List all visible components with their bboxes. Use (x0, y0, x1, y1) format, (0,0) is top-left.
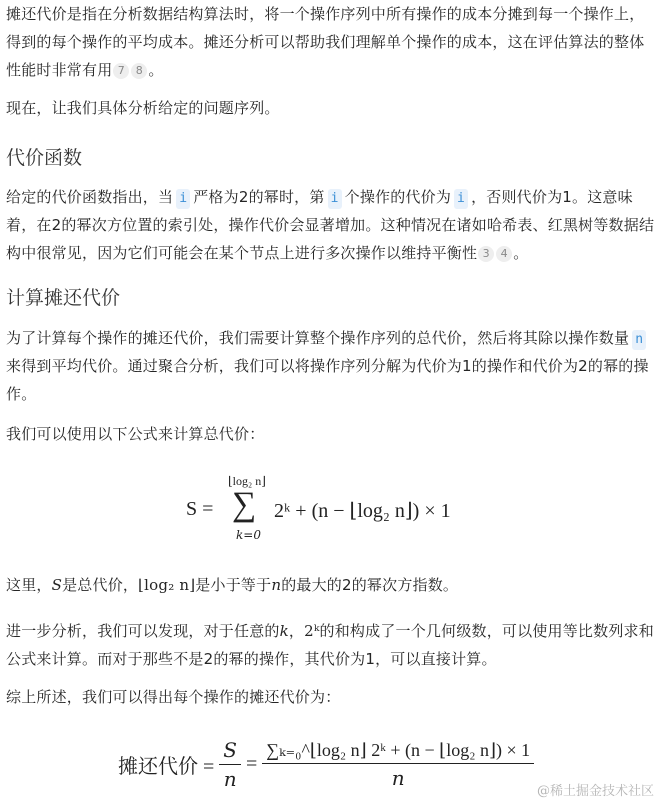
formula-amortized-cost: 摊还代价 = $\frac{S}{n}$ = $\frac{\text{∑ₖ₌₀\textasciicircum{}⌊log₂ n⌋ 2ᵏ + (n − ⌊log₂ n⌋) × 1}}{n}$ (118, 738, 534, 791)
citation-badge[interactable]: 4 (496, 246, 512, 262)
citation-badge[interactable]: 8 (131, 63, 147, 79)
heading-amortized-cost: 计算摊还代价 (6, 287, 121, 309)
formula-total-cost: S = ⌊log₂ n⌋ ∑ k=0 2ᵏ + (n − ⌊log₂ n⌋) × 1 (186, 474, 451, 542)
intro-paragraph: 摊还代价是指在分析数据结构算法时，将一个操作序列中所有操作的成本分摊到每一个操作上，得到的每个操作的平均成本。摊还分析可以帮助我们理解单个操作的成本，这在评估算法的整体性能时非常有用 7 8 。 (6, 5, 645, 79)
citation-badge[interactable]: 3 (478, 246, 494, 262)
paragraph-amortized: 为了计算每个操作的摊还代价，我们需要计算整个操作序列的总代价，然后将其除以操作数量 n来得到平均代价。通过聚合分析，我们可以将操作序列分解为代价为1的操作和代价为2的幂的操作。 (6, 329, 649, 403)
inline-code: n (632, 330, 646, 350)
inline-code: i (176, 189, 190, 209)
inline-code: i (328, 189, 342, 209)
paragraph-now: 现在，让我们具体分析给定的问题序列。 (6, 99, 280, 117)
paragraph-explanation: 这里，S是总代价，⌊log₂ n⌋是小于等于n的最大的2的幂次方指数。 (6, 576, 459, 594)
paragraph-formula-intro: 我们可以使用以下公式来计算总代价： (6, 425, 265, 443)
citation-badge[interactable]: 7 (113, 63, 129, 79)
heading-cost-function: 代价函数 (6, 147, 83, 169)
paragraph-summary: 综上所述，我们可以得出每个操作的摊还代价为： (6, 688, 341, 706)
paragraph-cost-function: 给定的代价函数指出，当 i 严格为2的幂时，第 i 个操作的代价为 i ，否则代价为1。这意味着，在2的幂次方位置的索引处，操作代价会显著增加。这种情况在诸如哈希表、红黑树等数据结构中很常见，因为它们可能会在某个节点上进行多次操作以维持平衡性 3 4 。 (6, 188, 655, 262)
watermark: @稀土掘金技术社区 (536, 784, 654, 799)
paragraph-further-analysis: 进一步分析，我们可以发现，对于任意的k，2ᵏ的和构成了一个几何级数，可以使用等比数列求和公式来计算。而对于那些不是2的幂的操作，其代价为1，可以直接计算。 (6, 622, 654, 668)
inline-code: i (454, 189, 468, 209)
